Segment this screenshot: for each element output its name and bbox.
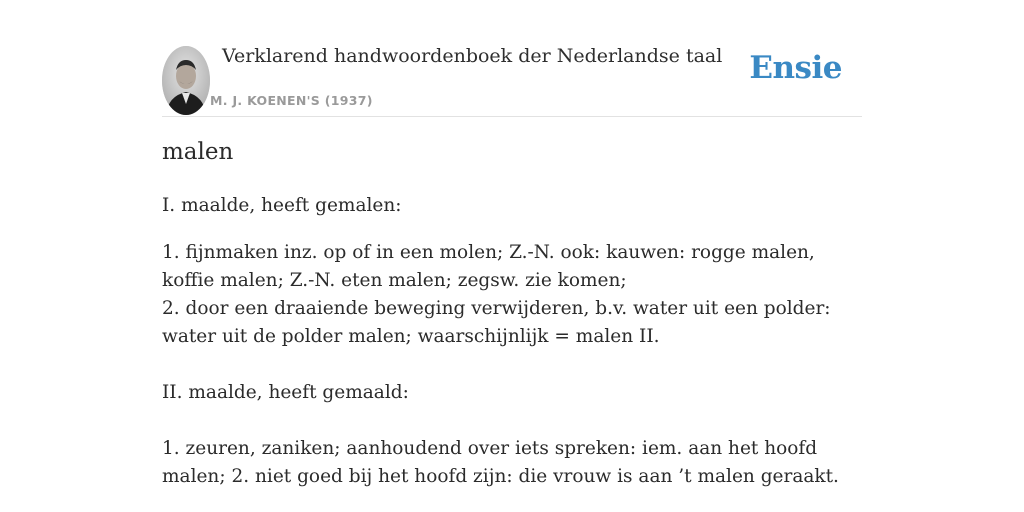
sense-1-heading: I. maalde, heeft gemalen: [162,195,402,216]
ensie-logo-link[interactable]: Ensie [749,50,842,86]
book-title-link[interactable]: Verklarend handwoordenboek der Nederlandse taal [222,45,723,67]
book-subtitle: M. J. KOENEN'S (1937) [210,93,373,108]
sense-2-definitions: 1. zeuren, zaniken; aanhoudend over iets spreken: iem. aan het hoofd malen; 2. niet goed bij het hoofd zijn: die vrouw is aan ’t malen geraakt. [162,438,839,487]
sense-1-definition-2: 2. door een draaiende beweging verwijderen, b.v. water uit een polder: water uit de polder malen; waarschijnlijk = malen II. [162,298,831,347]
author-portrait-icon [162,46,210,115]
page-container [162,0,862,512]
entry-headword: malen [162,139,234,165]
dictionary-header [162,0,862,117]
sense-1-definitions [162,239,862,351]
sense-1-definition-1: 1. fijnmaken inz. op of in een molen; Z.-N. ook: kauwen: rogge malen, koffie malen; Z.-N. eten malen; zegsw. zie komen; [162,242,815,291]
sense-2-heading: II. maalde, heeft gemaald: [162,382,409,403]
